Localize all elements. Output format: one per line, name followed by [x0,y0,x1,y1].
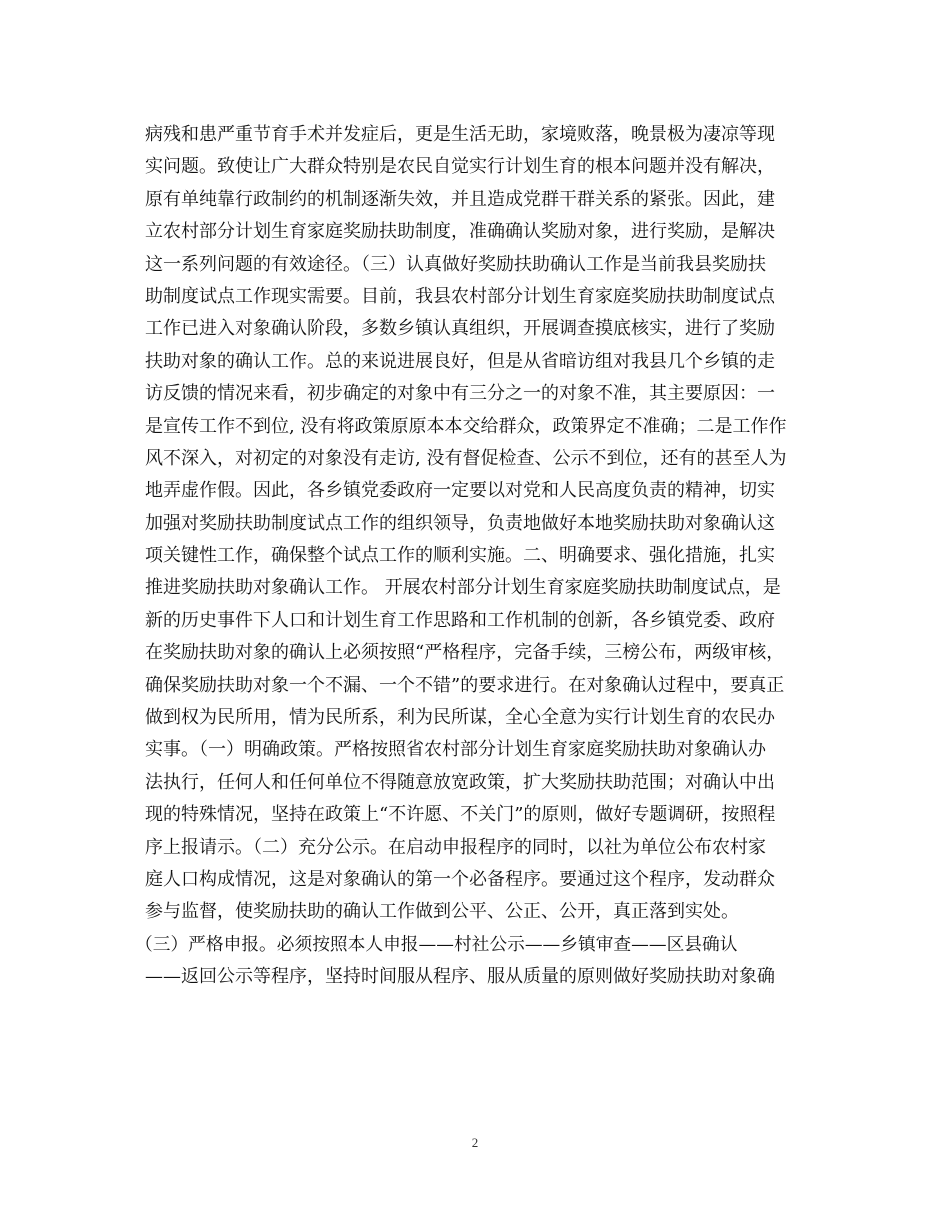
text-line: 在奖励扶助对象的确认上必须按照“严格程序，完备手续，三榜公布，两级审核， [145,642,785,664]
text-line: 实事。（一）明确政策。严格按照省农村部分计划生育家庭奖励扶助对象确认办 [145,739,766,761]
page-number: 2 [471,1135,479,1150]
text-line: 病残和患严重节育手术并发症后，更是生活无助，家境败落，晚景极为凄凉等现 [145,124,775,145]
text-line: 访反馈的情况来看，初步确定的对象中有三分之一的对象不准，其主要原因：一 [145,383,775,405]
text-line: 原有单纯靠行政制约的机制逐渐失效，并且造成党群干群关系的紧张。因此，建 [145,188,775,210]
text-line: 风不深入，对初定的对象没有走访, 没有督促检查、公示不到位，还有的甚至人为 [145,447,787,469]
text-line: 项关键性工作，确保整个试点工作的顺利实施。二、明确要求、强化措施，扎实 [145,545,775,567]
text-line: 扶助对象的确认工作。总的来说进展良好，但是从省暗访组对我县几个乡镇的走 [145,350,775,372]
text-line: 确保奖励扶助对象一个不漏、一个不错”的要求进行。在对象确认过程中，要真正 [145,674,785,696]
text-line: 地弄虚作假。因此，各乡镇党委政府一定要以对党和人民高度负责的精神，切实 [145,480,775,502]
text-line: 庭人口构成情况，这是对象确认的第一个必备程序。要通过这个程序，发动群众 [145,868,775,890]
text-line: 做到权为民所用，情为民所系，利为民所谋，全心全意为实行计划生育的农民办 [145,707,775,729]
text-line: 工作已进入对象确认阶段，多数乡镇认真组织，开展调查摸底核实，进行了奖励 [145,318,775,340]
text-line: 参与监督，使奖励扶助的确认工作做到公平、公正、公开，真正落到实处。 [145,901,739,923]
text-line: ——返回公示等程序，坚持时间服从程序、服从质量的原则做好奖励扶助对象确 [145,966,775,988]
text-line: 立农村部分计划生育家庭奖励扶助制度，准确确认奖励对象，进行奖励，是解决 [145,221,775,243]
text-line: 序上报请示。（二）充分公示。在启动申报程序的同时，以社为单位公布农村家 [145,836,766,858]
text-line: 这一系列问题的有效途径。（三）认真做好奖励扶助确认工作是当前我县奖励扶 [145,253,766,275]
text-line: 推进奖励扶助对象确认工作。 开展农村部分计划生育家庭奖励扶助制度试点，是 [145,577,781,599]
text-line: 新的历史事件下人口和计划生育工作思路和工作机制的创新，各乡镇党委、政府 [145,609,775,631]
text-line: 现的特殊情况，坚持在政策上“不许愿、不关门”的原则，做好专题调研，按照程 [145,804,776,826]
text-line: 助制度试点工作现实需要。目前，我县农村部分计划生育家庭奖励扶助制度试点 [145,285,775,307]
text-line: （三）严格申报。必须按照本人申报——村社公示——乡镇审查——区县确认 [135,934,738,955]
body-text [135,119,805,994]
text-line: 加强对奖励扶助制度试点工作的组织领导，负责地做好本地奖励扶助对象确认这 [145,512,775,534]
text-line: 是宣传工作不到位, 没有将政策原原本本交给群众，政策界定不准确；二是工作作 [145,415,787,437]
text-line: 法执行，任何人和任何单位不得随意放宽政策，扩大奖励扶助范围；对确认中出 [145,771,775,793]
text-line: 实问题。致使让广大群众特别是农民自觉实行计划生育的根本问题并没有解决， [145,156,775,178]
